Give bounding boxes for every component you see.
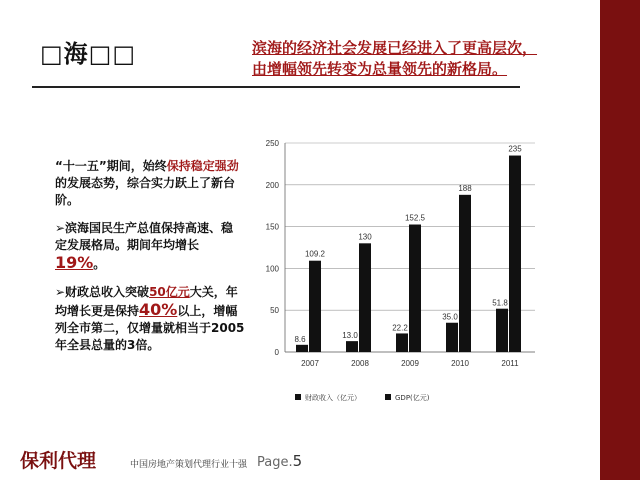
bar-revenue-2008 bbox=[346, 341, 358, 352]
bar-gdp-2008 bbox=[359, 243, 371, 352]
bullet-2-highlight: 19% bbox=[55, 253, 94, 272]
x-tick-label-2010: 2010 bbox=[451, 359, 469, 368]
bullet-list bbox=[55, 158, 245, 365]
bullet-3-highlight-2: 40% bbox=[139, 300, 178, 319]
data-label-gdp-2007: 109.2 bbox=[304, 249, 326, 259]
bullet-2-text: ➢滨海国民生产总值保持高速、稳定发展格局。期间年均增长 bbox=[55, 221, 234, 252]
y-tick-label-3: 150 bbox=[265, 222, 279, 232]
title-divider bbox=[32, 86, 520, 88]
x-tick-label-2008: 2008 bbox=[351, 359, 369, 368]
bar-revenue-2009 bbox=[396, 333, 408, 352]
y-tick-label-0: 0 bbox=[274, 348, 279, 357]
data-label-gdp-2011: 235 bbox=[508, 144, 522, 154]
data-label-gdp-2009: 152.5 bbox=[404, 213, 426, 223]
data-label-revenue-2011: 51.8 bbox=[492, 298, 508, 308]
legend-label-revenue: 财政收入（亿元） bbox=[305, 394, 361, 402]
bullet-1-text: “十一五”期间，始终 bbox=[55, 159, 167, 173]
legend-swatch-gdp bbox=[385, 394, 391, 400]
bar-chart bbox=[255, 130, 540, 415]
bullet-1 bbox=[55, 158, 245, 209]
x-tick-label-2009: 2009 bbox=[401, 359, 419, 368]
bar-gdp-2011 bbox=[509, 156, 521, 352]
data-label-gdp-2010: 188 bbox=[458, 183, 472, 193]
company-logo: 保利代理 bbox=[20, 450, 97, 472]
bullet-3-text: ➢财政总收入突破 bbox=[55, 285, 150, 299]
bar-revenue-2011 bbox=[496, 309, 508, 352]
page-number bbox=[257, 452, 302, 470]
y-tick-label-1: 50 bbox=[270, 306, 279, 316]
x-tick-label-2007: 2007 bbox=[301, 359, 319, 368]
company-tagline: 中国房地产策划代理行业十强 bbox=[130, 460, 248, 470]
x-tick-label-2011: 2011 bbox=[501, 359, 519, 368]
legend-label-gdp: GDP(亿元) bbox=[395, 394, 430, 402]
headline-line-2: 由增幅领先转变为总量领先的新格局。 bbox=[252, 60, 508, 78]
data-label-gdp-2008: 130 bbox=[358, 232, 372, 242]
right-decorative-band bbox=[600, 0, 640, 480]
bullet-1-highlight: 保持稳定强劲 bbox=[166, 159, 239, 173]
y-tick-label-5: 250 bbox=[265, 139, 279, 148]
bar-revenue-2007 bbox=[296, 345, 308, 352]
bullet-3-text-mid: 大关，年均增长更是保持 bbox=[55, 285, 238, 318]
bullet-2-text-end: 。 bbox=[93, 257, 106, 271]
bullet-1-text-end: 的发展态势，综合实力跃上了新台阶。 bbox=[55, 176, 236, 207]
y-tick-label-4: 200 bbox=[265, 180, 279, 190]
data-label-revenue-2009: 22.2 bbox=[392, 323, 408, 333]
page-label: Page. bbox=[257, 455, 293, 470]
bar-gdp-2010 bbox=[459, 195, 471, 352]
bullet-3 bbox=[55, 284, 245, 354]
bullet-3-text-end: 以上，增幅列全市第二，仅增量就相当于2005年全县总量的3倍。 bbox=[55, 304, 245, 352]
y-tick-label-2: 100 bbox=[265, 264, 279, 274]
page-title: □海□□ bbox=[40, 40, 137, 68]
data-label-revenue-2007: 8.6 bbox=[294, 334, 306, 344]
headline-line-1: 滨海的经济社会发展已经进入了更高层次， bbox=[252, 39, 538, 57]
bar-gdp-2009 bbox=[409, 225, 421, 352]
legend-swatch-revenue bbox=[295, 394, 301, 400]
bullet-2 bbox=[55, 220, 245, 273]
page-number-value: 5 bbox=[292, 452, 303, 470]
data-label-revenue-2008: 13.0 bbox=[342, 331, 358, 341]
bullet-3-highlight-1: 50亿元 bbox=[149, 285, 190, 299]
bar-gdp-2007 bbox=[309, 261, 321, 352]
headline bbox=[252, 38, 592, 80]
data-label-revenue-2010: 35.0 bbox=[442, 312, 458, 322]
bar-revenue-2010 bbox=[446, 323, 458, 352]
